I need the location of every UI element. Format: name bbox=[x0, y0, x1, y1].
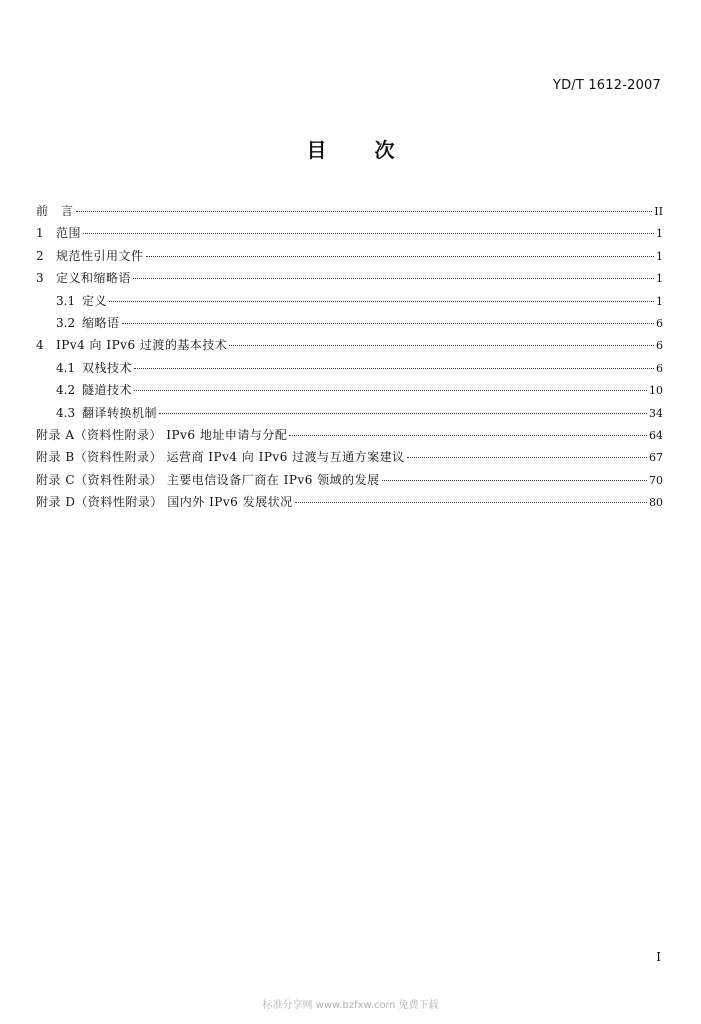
toc-entry-page: 70 bbox=[649, 473, 663, 487]
toc-dot-leader bbox=[133, 278, 654, 279]
toc-entry-number: 3.2 bbox=[56, 315, 76, 330]
toc-dot-leader bbox=[407, 457, 647, 458]
watermark: 标准分享网 www.bzfxw.com 免费下载 bbox=[262, 1000, 439, 1011]
toc-entry-number: 1 bbox=[36, 226, 44, 241]
toc-entry-label: 缩略语 bbox=[82, 315, 120, 330]
toc-entry[interactable] bbox=[36, 357, 663, 379]
toc-entry-label: 规范性引用文件 bbox=[56, 248, 144, 263]
document-id: YD/T 1612-2007 bbox=[552, 78, 661, 93]
toc-entry-page: 6 bbox=[656, 361, 663, 375]
toc-dot-leader bbox=[83, 233, 654, 234]
toc-entry[interactable] bbox=[36, 290, 663, 312]
toc-entry-number: 2 bbox=[36, 248, 44, 263]
toc-entry-page: 1 bbox=[656, 294, 663, 308]
toc-dot-leader bbox=[122, 323, 654, 324]
toc-entry-page: 1 bbox=[656, 272, 663, 286]
toc-entry-page: 1 bbox=[656, 249, 663, 263]
toc-entry-page: 67 bbox=[649, 451, 663, 465]
toc-entry-number: 4.3 bbox=[56, 405, 76, 420]
title-char-1: 目 bbox=[306, 138, 327, 162]
toc-entry[interactable] bbox=[36, 222, 663, 244]
toc-entry-label: 翻译转换机制 bbox=[82, 405, 158, 420]
toc-entry[interactable] bbox=[36, 446, 663, 468]
toc-entry-page: 10 bbox=[649, 384, 663, 398]
toc-dot-leader bbox=[109, 301, 654, 302]
page-number: I bbox=[656, 950, 661, 964]
toc-entry[interactable] bbox=[36, 267, 663, 289]
toc-entry-page: 1 bbox=[656, 227, 663, 241]
toc-entry-label: 附录 D（资料性附录） 国内外 IPv6 发展状况 bbox=[36, 495, 293, 510]
toc-dot-leader bbox=[229, 345, 654, 346]
toc-entry-label: 定义和缩略语 bbox=[56, 271, 132, 286]
toc-dot-leader bbox=[134, 390, 647, 391]
toc-entry-number: 4 bbox=[36, 338, 44, 353]
toc-dot-leader bbox=[382, 480, 647, 481]
toc-entry[interactable] bbox=[36, 245, 663, 267]
toc-entry[interactable] bbox=[36, 334, 663, 356]
toc-dot-leader bbox=[159, 413, 647, 414]
toc-dot-leader bbox=[146, 256, 654, 257]
toc-dot-leader bbox=[134, 368, 654, 369]
toc-entry-number: 4.2 bbox=[56, 383, 76, 398]
toc-dot-leader bbox=[295, 502, 647, 503]
toc-entry-page: 6 bbox=[656, 339, 663, 353]
toc-entry-page: 80 bbox=[649, 496, 663, 510]
toc-entry[interactable] bbox=[36, 312, 663, 334]
toc-entry-number: 4.1 bbox=[56, 360, 76, 375]
toc-entry-label: 前 言 bbox=[36, 204, 74, 218]
toc-entry-label: 附录 A（资料性附录） IPv6 地址申请与分配 bbox=[36, 427, 288, 442]
toc-dot-leader bbox=[76, 211, 653, 212]
toc-entry-label: 附录 B（资料性附录） 运营商 IPv4 向 IPv6 过渡与互通方案建议 bbox=[36, 450, 405, 465]
table-of-contents bbox=[36, 200, 663, 513]
toc-entry-label: 附录 C（资料性附录） 主要电信设备厂商在 IPv6 领域的发展 bbox=[36, 472, 380, 487]
toc-entry[interactable] bbox=[36, 424, 663, 446]
toc-entry-page: 6 bbox=[656, 316, 663, 330]
toc-entry-label: 隧道技术 bbox=[82, 383, 133, 398]
toc-entry-number: 3.1 bbox=[56, 293, 76, 308]
toc-entry[interactable] bbox=[36, 379, 663, 401]
toc-entry[interactable] bbox=[36, 402, 663, 424]
toc-entry-number: 3 bbox=[36, 271, 44, 286]
toc-entry-label: 双栈技术 bbox=[82, 360, 133, 375]
toc-entry-label: 定义 bbox=[82, 293, 108, 308]
toc-entry-page: II bbox=[654, 205, 663, 218]
toc-entry[interactable] bbox=[36, 200, 663, 222]
title-char-2: 次 bbox=[374, 138, 395, 162]
page-title bbox=[0, 134, 701, 163]
toc-entry[interactable] bbox=[36, 491, 663, 513]
toc-entry-label: IPv4 向 IPv6 过渡的基本技术 bbox=[56, 338, 228, 353]
toc-entry[interactable] bbox=[36, 469, 663, 491]
toc-entry-label: 范围 bbox=[56, 226, 82, 241]
toc-entry-page: 34 bbox=[649, 406, 663, 420]
toc-entry-page: 64 bbox=[649, 428, 663, 442]
toc-dot-leader bbox=[289, 435, 647, 436]
